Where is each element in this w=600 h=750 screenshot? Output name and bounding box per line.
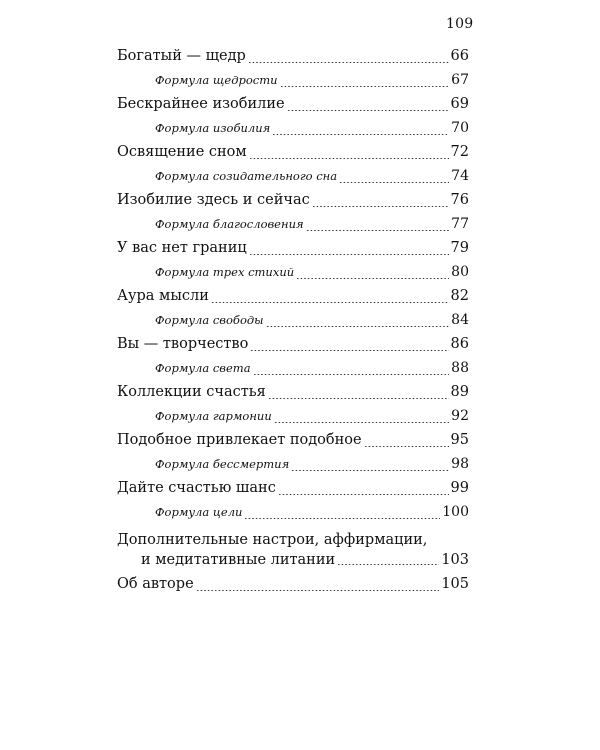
toc-entry-title: У вас нет границ xyxy=(117,240,247,256)
toc-entry-page: 66 xyxy=(450,48,469,64)
dot-leader xyxy=(278,494,449,495)
dot-leader xyxy=(253,374,450,375)
toc-entry-title: Формула трех стихий xyxy=(155,265,295,279)
toc-entry-title-line1: Дополнительные настрои, аффирмации, xyxy=(117,532,428,548)
toc-entry-page: 79 xyxy=(450,240,469,256)
toc-entry-chapter[interactable] xyxy=(117,380,469,404)
toc-entry-title: Коллекции счастья xyxy=(117,384,266,400)
dot-leader xyxy=(287,110,449,111)
toc-entry-formula[interactable] xyxy=(117,356,469,380)
dot-leader xyxy=(211,302,449,303)
toc-entry-title: Бескрайнее изобилие xyxy=(117,96,285,112)
page-number: 109 xyxy=(446,16,474,32)
toc-entry-title: Формула свободы xyxy=(155,313,264,327)
toc-entry-chapter[interactable] xyxy=(117,140,469,164)
dot-leader xyxy=(196,590,440,591)
toc-entry-formula[interactable] xyxy=(117,164,469,188)
dot-leader xyxy=(244,518,440,519)
toc-entry-page: 95 xyxy=(450,432,469,448)
dot-leader xyxy=(312,206,449,207)
toc-entry-title: Богатый — щедр xyxy=(117,48,246,64)
toc-entry-chapter[interactable] xyxy=(117,236,469,260)
toc-entry-formula[interactable] xyxy=(117,260,469,284)
toc-entry-chapter[interactable] xyxy=(117,44,469,68)
toc-entry-chapter[interactable] xyxy=(117,92,469,116)
toc-entry-formula[interactable] xyxy=(117,68,469,92)
toc-entry-title: Формула гармонии xyxy=(155,409,272,423)
toc-entry-formula[interactable] xyxy=(117,116,469,140)
table-of-contents xyxy=(117,44,469,596)
toc-entry-formula[interactable] xyxy=(117,404,469,428)
toc-entry-title: Формула созидательного сна xyxy=(155,169,338,183)
dot-leader xyxy=(249,158,449,159)
toc-entry-title: Освящение сном xyxy=(117,144,247,160)
toc-entry-title: Формула цели xyxy=(155,505,243,519)
toc-entry-title: Формула изобилия xyxy=(155,121,271,135)
dot-leader xyxy=(296,278,449,279)
toc-entry-chapter[interactable] xyxy=(117,572,469,596)
toc-entry-chapter[interactable] xyxy=(117,476,469,500)
toc-entry-title: Изобилие здесь и сейчас xyxy=(117,192,310,208)
dot-leader xyxy=(364,446,449,447)
dot-leader xyxy=(337,564,439,565)
toc-entry-title: Подобное привлекает подобное xyxy=(117,432,362,448)
toc-entry-chapter[interactable] xyxy=(117,428,469,452)
toc-entry-page: 74 xyxy=(451,168,469,184)
toc-entry-formula[interactable] xyxy=(117,308,469,332)
dot-leader xyxy=(280,86,450,87)
toc-entry-title: Об авторе xyxy=(117,576,194,592)
dot-leader xyxy=(248,62,449,63)
toc-entry-page: 98 xyxy=(451,456,469,472)
dot-leader xyxy=(291,470,449,471)
toc-entry-page: 67 xyxy=(451,72,469,88)
dot-leader xyxy=(250,350,448,351)
toc-entry-page: 84 xyxy=(451,312,469,328)
toc-entry-title: Аура мысли xyxy=(117,288,209,304)
dot-leader xyxy=(249,254,449,255)
toc-entry-chapter-multiline[interactable] xyxy=(117,530,469,570)
toc-entry-page: 89 xyxy=(450,384,469,400)
toc-entry-title: Дайте счастью шанс xyxy=(117,480,276,496)
toc-entry-chapter[interactable] xyxy=(117,332,469,356)
toc-entry-page: 77 xyxy=(451,216,469,232)
toc-entry-page: 80 xyxy=(451,264,469,280)
dot-leader xyxy=(274,422,449,423)
toc-entry-formula[interactable] xyxy=(117,212,469,236)
dot-leader xyxy=(306,230,450,231)
toc-entry-title-line2: и медитативные литании xyxy=(141,552,336,568)
dot-leader xyxy=(268,398,449,399)
dot-leader xyxy=(272,134,449,135)
toc-entry-page: 69 xyxy=(450,96,469,112)
toc-entry-chapter[interactable] xyxy=(117,284,469,308)
toc-entry-formula[interactable] xyxy=(117,452,469,476)
toc-entry-page: 72 xyxy=(450,144,469,160)
toc-entry-page: 86 xyxy=(450,336,469,352)
toc-entry-page: 100 xyxy=(442,504,469,520)
toc-entry-page: 76 xyxy=(450,192,469,208)
toc-entry-page: 70 xyxy=(451,120,469,136)
dot-leader xyxy=(266,326,450,327)
dot-leader xyxy=(339,182,449,183)
toc-entry-title: Формула щедрости xyxy=(155,73,278,87)
toc-entry-title: Формула благословения xyxy=(155,217,304,231)
toc-entry-title: Вы — творчество xyxy=(117,336,249,352)
toc-entry-title: Формула света xyxy=(155,361,251,375)
toc-entry-page: 105 xyxy=(441,576,469,592)
toc-entry-page: 99 xyxy=(450,480,469,496)
toc-entry-page: 103 xyxy=(441,552,469,568)
toc-entry-page: 88 xyxy=(451,360,469,376)
toc-entry-line2-row xyxy=(117,550,469,570)
toc-entry-chapter[interactable] xyxy=(117,188,469,212)
toc-entry-title: Формула бессмертия xyxy=(155,457,290,471)
toc-entry-formula[interactable] xyxy=(117,500,469,524)
toc-entry-page: 92 xyxy=(451,408,469,424)
toc-entry-page: 82 xyxy=(450,288,469,304)
